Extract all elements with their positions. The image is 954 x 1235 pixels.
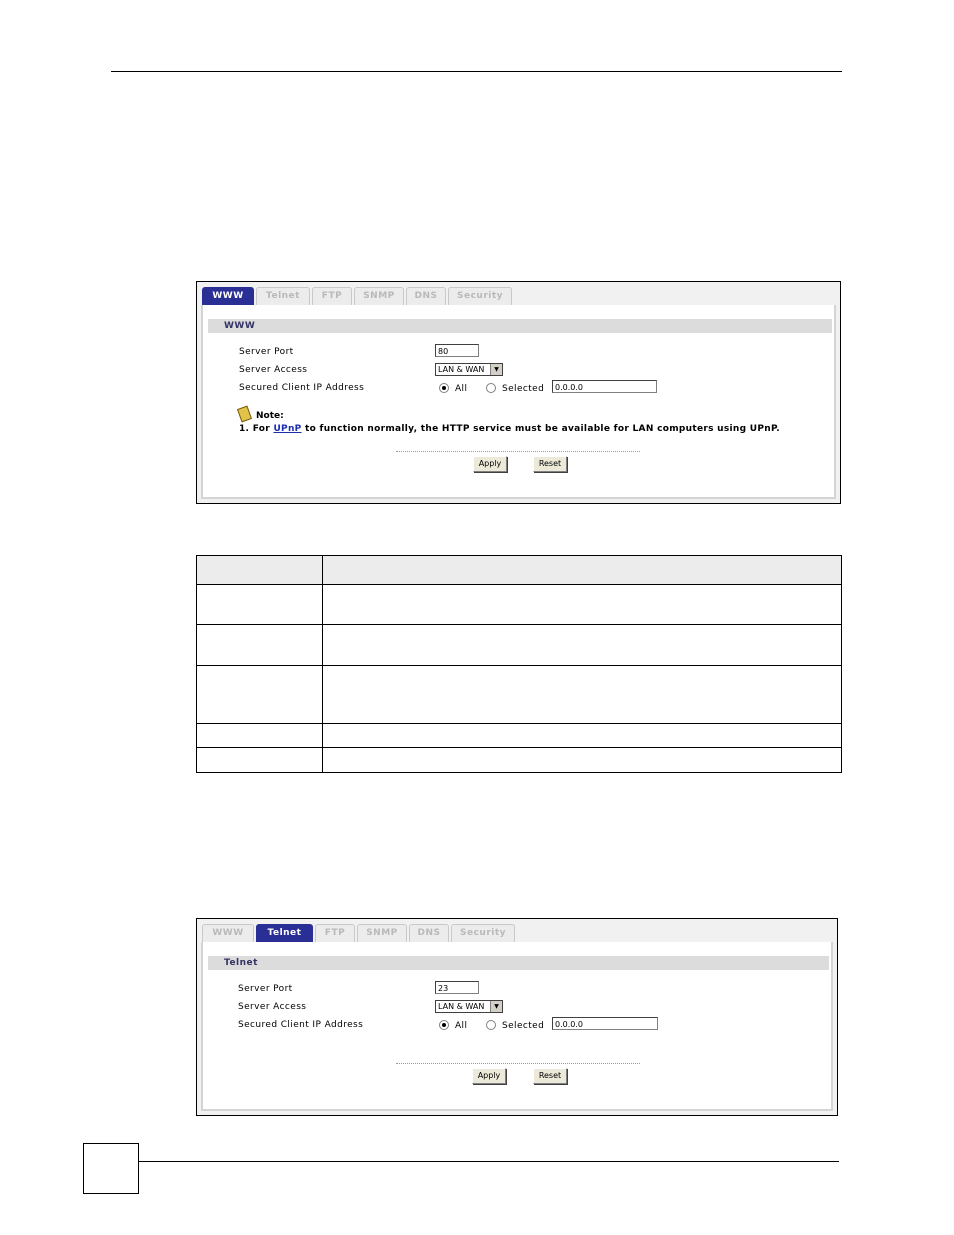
table-cell [197,666,323,724]
server-port-label: Server Port [238,984,293,994]
table-row [197,625,842,666]
tab-security[interactable]: Security [448,287,512,305]
table-cell [197,625,323,666]
table-row [197,748,842,773]
table-cell [197,748,323,773]
section-title: Telnet [208,956,829,970]
note-icon [237,406,252,423]
table-row [197,666,842,724]
radio-all-label: All [455,1021,468,1031]
table-cell [197,724,323,748]
server-access-value: LAN & WAN [438,1002,485,1011]
tab-www[interactable]: WWW [202,287,254,305]
page-number-box [83,1143,139,1194]
section-title: WWW [208,319,832,333]
table-cell [323,666,842,724]
tab-snmp[interactable]: SNMP [357,924,407,942]
tab-telnet[interactable]: Telnet [256,924,313,942]
www-tab-bar [202,287,514,305]
apply-button[interactable]: Apply [472,1068,506,1084]
radio-all-label: All [455,384,468,394]
tab-security[interactable]: Security [451,924,515,942]
table-cell [197,585,323,625]
table-row [197,585,842,625]
table-cell [323,585,842,625]
divider [396,1063,640,1064]
ip-address-input[interactable]: 0.0.0.0 [552,380,657,393]
ip-address-input[interactable]: 0.0.0.0 [552,1017,658,1030]
table-cell [323,748,842,773]
radio-selected[interactable] [486,383,496,393]
tab-dns[interactable]: DNS [409,924,449,942]
header-rule [111,71,842,72]
note-title: Note: [256,411,284,421]
table-cell [323,625,842,666]
note-suffix: to function normally, the HTTP service must be available for LAN computers using UPnP. [301,424,780,434]
secured-client-label: Secured Client IP Address [239,383,365,393]
table-row [197,724,842,748]
server-access-select[interactable] [435,363,503,376]
server-access-value: LAN & WAN [438,365,485,374]
footer-rule [139,1161,839,1162]
server-access-select[interactable] [435,1000,503,1013]
tab-telnet[interactable]: Telnet [256,287,310,305]
reset-button[interactable]: Reset [533,1068,567,1084]
secured-client-label: Secured Client IP Address [238,1020,364,1030]
radio-all[interactable] [439,1020,449,1030]
field-description-table [196,555,842,773]
note-text [239,424,780,434]
server-port-label: Server Port [239,347,294,357]
divider [396,451,640,452]
table-header-row [197,556,842,585]
tab-ftp[interactable]: FTP [312,287,352,305]
www-content-area [201,305,836,499]
radio-selected-label: Selected [502,1021,545,1031]
table-cell [323,724,842,748]
radio-all[interactable] [439,383,449,393]
server-port-input[interactable]: 80 [435,344,479,357]
server-port-input[interactable]: 23 [435,981,479,994]
server-access-label: Server Access [239,365,308,375]
apply-button[interactable]: Apply [473,456,507,472]
telnet-content-area [201,942,833,1111]
tab-snmp[interactable]: SNMP [354,287,404,305]
table-header-cell [323,556,842,585]
telnet-tab-bar [202,924,517,942]
note-prefix: 1. For [239,424,274,434]
tab-www[interactable]: WWW [202,924,254,942]
chevron-down-icon: ▼ [490,364,502,375]
tab-dns[interactable]: DNS [406,287,446,305]
reset-button[interactable]: Reset [533,456,567,472]
server-access-label: Server Access [238,1002,307,1012]
table-header-cell [197,556,323,585]
upnp-link[interactable]: UPnP [273,424,302,434]
chevron-down-icon: ▼ [490,1001,502,1012]
www-screen-panel [196,281,841,504]
radio-selected-label: Selected [502,384,545,394]
telnet-screen-panel [196,918,838,1116]
radio-selected[interactable] [486,1020,496,1030]
tab-ftp[interactable]: FTP [315,924,355,942]
